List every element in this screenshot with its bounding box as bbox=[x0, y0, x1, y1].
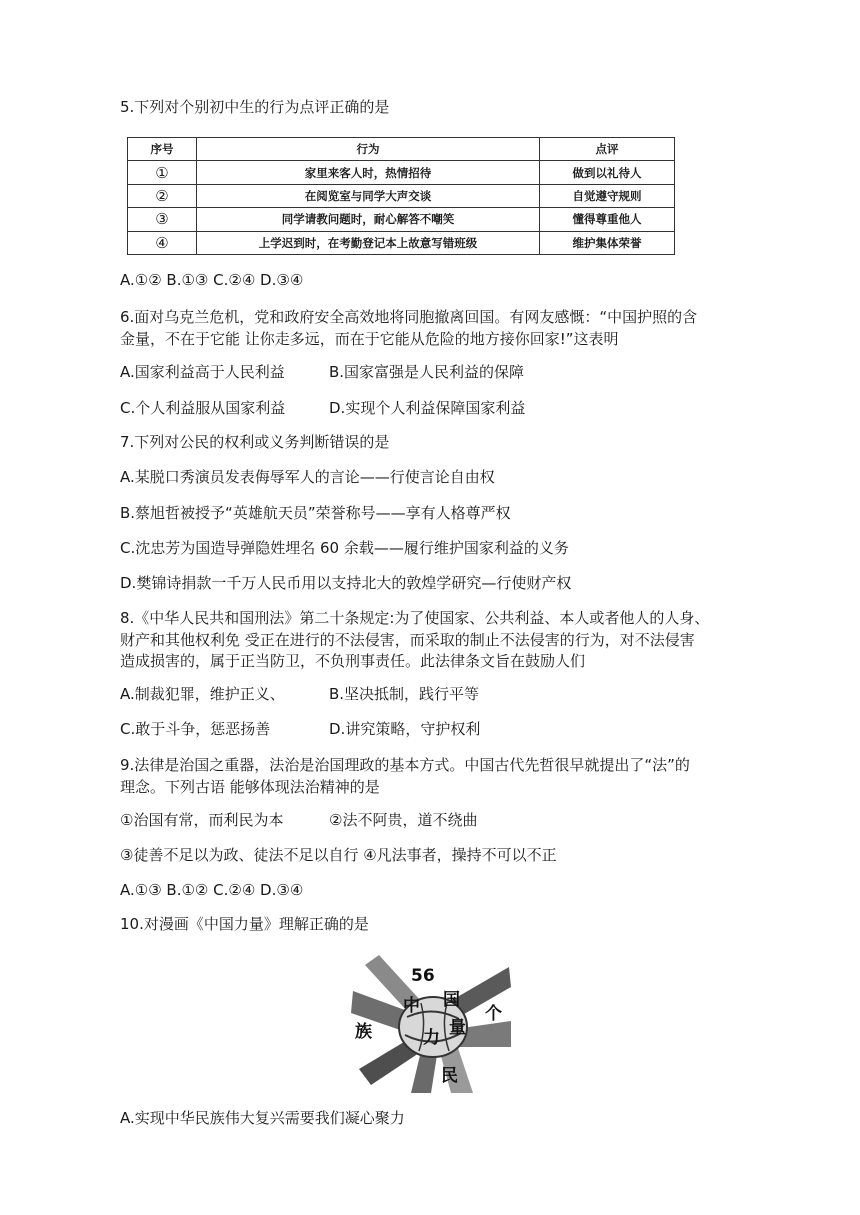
q8-stem-line1: 8.《中华人民共和国刑法》第二十条规定:为了使国家、公共利益、本人或者他人的人身、 bbox=[120, 609, 710, 627]
comic-text-guo: 国 bbox=[443, 990, 460, 1010]
q8-option-a: A.制裁犯罪，维护正义、 bbox=[120, 685, 285, 703]
q8-stem-line2: 财产和其他权利免 受正在进行的不法侵害，而采取的制止不法侵害的行为，对不法侵害 bbox=[120, 631, 695, 649]
q6-option-b: B.国家富强是人民利益的保障 bbox=[329, 363, 525, 381]
table-row bbox=[128, 184, 675, 207]
q7-option-a: A.某脱口秀演员发表侮辱军人的言论——行使言论自由权 bbox=[120, 468, 495, 486]
q6-stem-line2: 金量，不在于它能 让你走多远，而在于它能从危险的地方接你回家!”这表明 bbox=[120, 330, 619, 348]
q9-stem-line2: 理念。下列古语 能够体现法治精神的是 bbox=[120, 778, 380, 796]
q6-stem-line1: 6.面对乌克兰危机，党和政府安全高效地将同胞撤离回国。有网友感慨：“中国护照的含 bbox=[120, 308, 698, 326]
q8-stem-line3: 造成损害的，属于正当防卫，不负刑事责任。此法律条文旨在鼓励人们 bbox=[120, 652, 586, 670]
row-comment: 懂得尊重他人 bbox=[540, 208, 675, 231]
q9-stem-line1: 9.法律是治国之重器，法治是治国理政的基本方式。中国古代先哲很早就提出了“法”的 bbox=[120, 756, 690, 774]
q7-stem: 7.下列对公民的权利或义务判断错误的是 bbox=[120, 433, 390, 451]
table-row bbox=[128, 208, 675, 231]
comic-text-min: 民 bbox=[441, 1066, 458, 1086]
comic-text-ge: 个 bbox=[485, 1004, 502, 1024]
q9-options: A.①③ B.①② C.②④ D.③④ bbox=[120, 881, 304, 899]
q5-options: A.①② B.①③ C.②④ D.③④ bbox=[120, 271, 304, 289]
row-number: ③ bbox=[128, 208, 197, 231]
comic-text-zu: 族 bbox=[355, 1022, 372, 1042]
q7-option-b: B.蔡旭哲被授予“英雄航天员”荣誉称号——享有人格尊严权 bbox=[120, 504, 511, 522]
row-number: ② bbox=[128, 184, 197, 207]
col-header-comment: 点评 bbox=[540, 138, 675, 161]
comic-text-li: 力 bbox=[423, 1028, 440, 1048]
row-comment: 自觉遵守规则 bbox=[540, 184, 675, 207]
row-number: ④ bbox=[128, 231, 197, 254]
q8-option-c: C.敢于斗争，惩恶扬善 bbox=[120, 720, 271, 738]
comic-text-zhong: 中 bbox=[403, 996, 420, 1016]
q10-stem: 10.对漫画《中国力量》理解正确的是 bbox=[120, 915, 369, 933]
q9-items-3-4: ③徒善不足以为政、徒法不足以自行 ④凡法事者，操持不可以不正 bbox=[120, 846, 557, 864]
q6-option-a: A.国家利益高于人民利益 bbox=[120, 363, 285, 381]
q8-option-d: D.讲究策略，守护权利 bbox=[329, 720, 481, 738]
row-behavior: 家里来客人时，热情招待 bbox=[197, 161, 540, 184]
table-header-row bbox=[128, 138, 675, 161]
row-comment: 维护集体荣誉 bbox=[540, 231, 675, 254]
q5-stem: 5.下列对个别初中生的行为点评正确的是 bbox=[120, 98, 390, 116]
row-behavior: 在阅览室与同学大声交谈 bbox=[197, 184, 540, 207]
row-behavior: 同学请教问题时，耐心解答不嘲笑 bbox=[197, 208, 540, 231]
q6-option-c: C.个人利益服从国家利益 bbox=[120, 399, 286, 417]
table-row bbox=[128, 161, 675, 184]
q8-option-b: B.坚决抵制，践行平等 bbox=[329, 685, 480, 703]
q7-option-d: D.樊锦诗捐款一千万人民币用以支持北大的敦煌学研究—行使财产权 bbox=[120, 574, 572, 592]
row-comment: 做到以礼待人 bbox=[540, 161, 675, 184]
table-row bbox=[128, 231, 675, 254]
col-header-behavior: 行为 bbox=[197, 138, 540, 161]
evaluation-table bbox=[127, 137, 675, 255]
comic-text-liang: 量 bbox=[449, 1018, 466, 1038]
china-strength-comic bbox=[351, 951, 511, 1094]
q9-item-1: ①治国有常，而利民为本 bbox=[120, 811, 284, 829]
q9-item-2: ②法不阿贵，道不绕曲 bbox=[329, 811, 478, 829]
col-header-number: 序号 bbox=[128, 138, 197, 161]
row-behavior: 上学迟到时，在考勤登记本上故意写错班级 bbox=[197, 231, 540, 254]
q6-option-d: D.实现个人利益保障国家利益 bbox=[329, 399, 526, 417]
row-number: ① bbox=[128, 161, 197, 184]
comic-text-56: 56 bbox=[411, 966, 435, 986]
q7-option-c: C.沈忠芳为国造导弹隐姓埋名 60 余载——履行维护国家利益的义务 bbox=[120, 539, 569, 557]
q10-option-a: A.实现中华民族伟大复兴需要我们凝心聚力 bbox=[120, 1109, 405, 1127]
